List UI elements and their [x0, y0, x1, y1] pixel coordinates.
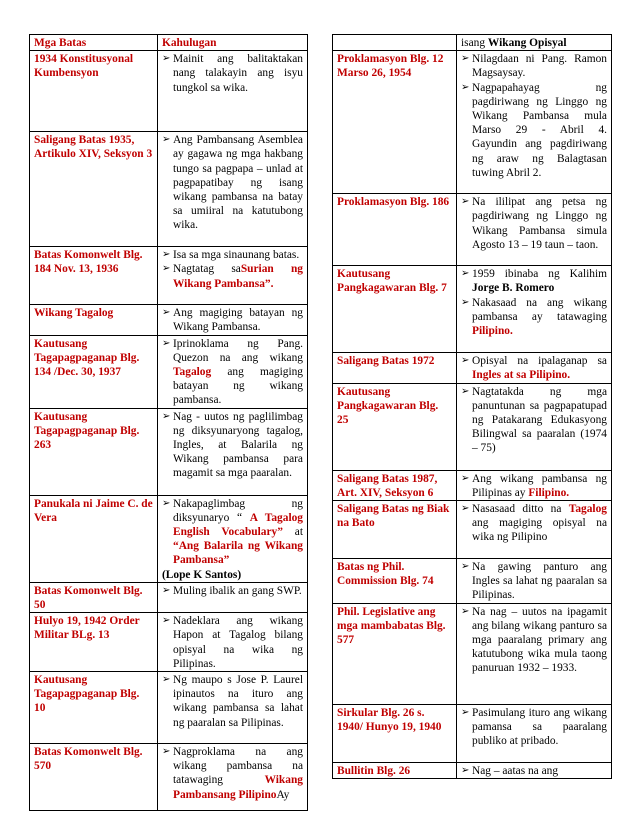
bullet-item: [162, 497, 303, 568]
law-name-cell: [333, 35, 457, 51]
text-run: Na nag – uutos na ipagamit ang bilang wikang panturo sa mga paaralang primary ang katutubong wika mula taong panuruan 1932 – 1933.: [472, 605, 607, 675]
left-law-table: [29, 34, 308, 811]
bullet-item: [162, 410, 303, 481]
bullet-item: [461, 605, 607, 676]
law-name-cell: Proklamasyon Blg. 186: [333, 194, 457, 266]
emphasized-text: Wikang Opisyal: [487, 37, 567, 49]
meaning-cell: [158, 132, 308, 247]
emphasized-text: A Tagalog English Vocabulary”: [173, 511, 303, 539]
table-row: [30, 495, 308, 582]
table-row: [333, 501, 612, 559]
law-name-cell: Sirkular Blg. 26 s. 1940/ Hunyo 19, 1940: [333, 704, 457, 762]
law-name-cell: Phil. Legislative ang mga mambabatas Blg. 577: [333, 603, 457, 704]
table-row: [30, 335, 308, 408]
text-run: Nag – aatas na ang: [472, 764, 559, 777]
meaning-cell: [158, 51, 308, 132]
table-row: [30, 247, 308, 305]
text-line: [162, 568, 303, 582]
table-row: [30, 613, 308, 672]
law-name-cell: Batas Komonwelt Blg. 570: [30, 744, 158, 811]
emphasized-text: Pilipino.: [472, 325, 513, 338]
text-run: ang magiging batayan ng wikang pambansa.: [173, 366, 303, 407]
text-run: Ang Pambansang Asemblea ay gagawa ng mga hakbang tungo sa pagpapa – unlad at pagpapatibay ng isang wikang pambansa na batay sa umiiral na katutubong wika.: [173, 134, 303, 232]
emphasized-text: (Lope K Santos): [162, 568, 242, 581]
header-term: Mga Batas: [30, 35, 158, 51]
meaning-cell: [158, 408, 308, 495]
law-name-cell: Wikang Tagalog: [30, 305, 158, 335]
text-run: Na gawing panturo ang Ingles sa lahat ng paaralan sa Pilipinas.: [472, 561, 607, 602]
meaning-cell: [457, 704, 612, 762]
bullet-item: [461, 195, 607, 252]
law-name-cell: Saligang Batas 1987, Art. XIV, Seksyon 6: [333, 470, 457, 500]
meaning-cell: [457, 559, 612, 604]
emphasized-text: Surian ng Wikang Pambansa”.: [173, 263, 303, 290]
table-row: [30, 51, 308, 132]
emphasized-text: Wikang Pambansang Pilipino: [173, 774, 303, 801]
law-name-cell: Kautusang Pangkagawaran Blg. 25: [333, 383, 457, 470]
header-meaning: Kahulugan: [158, 35, 308, 51]
table-header-row: [30, 35, 308, 51]
bullet-item: [162, 584, 303, 598]
meaning-cell: [457, 603, 612, 704]
emphasized-text: Tagalog: [568, 503, 607, 516]
text-run: Nakasaad na ang wikang pambansa ay tatawaging: [472, 296, 607, 323]
text-run: Nagtatag sa: [173, 263, 241, 276]
text-run: Iprinoklama ng Pang. Quezon na ang wikang: [173, 337, 303, 364]
bullet-item: [461, 764, 607, 778]
law-name-cell: Saligang Batas ng Biak na Bato: [333, 501, 457, 559]
law-name-cell: Hulyo 19, 1942 Order Militar BLg. 13: [30, 613, 158, 672]
text-run: Nakapaglimbag ng diksyunaryo “: [173, 497, 303, 524]
meaning-cell: [158, 305, 308, 335]
meaning-cell: [158, 744, 308, 811]
text-run: Nasasaad ditto na: [472, 503, 569, 516]
text-run: ang magiging opisyal na wika ng Pilipino: [472, 517, 607, 544]
table-row: [333, 470, 612, 500]
meaning-cell: [457, 353, 612, 383]
text-run: Mainit ang balitaktakan nang talakayin ang isyu tungkol sa wika.: [173, 53, 303, 94]
law-name-cell: Saligang Batas 1972: [333, 353, 457, 383]
law-name-cell: Saligang Batas 1935, Artikulo XIV, Seksyon 3: [30, 132, 158, 247]
table-row: [30, 305, 308, 335]
law-name-cell: Kautusang Tagapagpaganap Blg. 134 /Dec. 30, 1937: [30, 335, 158, 408]
table-row: [30, 408, 308, 495]
bullet-item: [162, 262, 303, 290]
text-run: Nagproklama na ang wikang pambansa na tatawaging: [173, 746, 303, 787]
meaning-cell: [158, 613, 308, 672]
right-law-table: [332, 34, 612, 779]
bullet-item: [162, 133, 303, 232]
law-name-cell: Batas ng Phil. Commission Blg. 74: [333, 559, 457, 604]
bullet-item: [461, 296, 607, 339]
meaning-cell: [457, 266, 612, 353]
law-name-cell: Batas Komonwelt Blg. 50: [30, 582, 158, 612]
meaning-cell: [158, 672, 308, 744]
law-name-cell: 1934 Konstitusyonal Kumbensyon: [30, 51, 158, 132]
table-row: [30, 582, 308, 612]
meaning-cell: [158, 335, 308, 408]
emphasized-text: “Ang Balarila ng Wikang Pambansa”: [173, 540, 303, 567]
table-row: [30, 132, 308, 247]
meaning-cell: [158, 495, 308, 582]
table-row: [333, 353, 612, 383]
bullet-item: [162, 745, 303, 802]
text-line: [461, 36, 607, 50]
table-row: [333, 559, 612, 604]
bullet-item: [461, 267, 607, 295]
meaning-cell: [158, 582, 308, 612]
bullet-item: [461, 81, 607, 180]
table-row: [333, 762, 612, 778]
law-name-cell: Kautusang Tagapagpaganap Blg. 10: [30, 672, 158, 744]
meaning-cell: [457, 470, 612, 500]
bullet-item: [162, 52, 303, 95]
text-run: Nilagdaan ni Pang. Ramon Magsaysay.: [472, 53, 607, 80]
meaning-cell: [457, 762, 612, 778]
table-row: [30, 744, 308, 811]
law-name-cell: Proklamasyon Blg. 12 Marso 26, 1954: [333, 51, 457, 194]
text-run: isang: [461, 37, 488, 49]
text-run: Nadeklara ang wikang Hapon at Tagalog bilang opisyal na wika ng Pilipinas.: [173, 615, 303, 670]
emphasized-text: Filipino.: [528, 486, 570, 499]
table-row: [333, 603, 612, 704]
text-run: Ng maupo s Jose P. Laurel ipinautos na ituro ang wikang pambansa sa lahat ng paaralan sa Pilipinas.: [173, 674, 303, 729]
table-row: [333, 51, 612, 194]
text-run: Nagtatakda ng mga panuntunan sa pagpapatupad ng Patakarang Edukasyong Bilingwal sa paaralan (1974 – 75): [472, 385, 607, 455]
text-run: Muling ibalik an gang SWP.: [173, 584, 302, 597]
meaning-cell: [158, 247, 308, 305]
meaning-cell: [457, 194, 612, 266]
text-run: Pasimulang ituro ang wikang pamansa sa paaralang publiko at pribado.: [472, 706, 607, 748]
law-name-cell: Kautusang Pangkagawaran Blg. 7: [333, 266, 457, 353]
meaning-cell: [457, 501, 612, 559]
bullet-item: [461, 385, 607, 456]
text-run: Ang wikang pambansa ng Pilipinas ay: [472, 472, 607, 499]
text-run: Isa sa mga sinaunang batas.: [173, 249, 300, 262]
table-row: [333, 266, 612, 353]
text-run: Na ililipat ang petsa ng pagdiriwang ng Linggo ng Wikang Pambansa simula Agosto 13 – 19 taun – taon.: [472, 196, 607, 251]
text-run: at: [282, 526, 303, 539]
bullet-item: [162, 306, 303, 334]
left-table-body: [30, 35, 308, 811]
text-run: Ang magiging batayan ng Wikang Pambansa.: [173, 307, 303, 334]
bullet-item: [461, 472, 607, 500]
table-row: [333, 704, 612, 762]
bullet-item: [461, 354, 607, 382]
meaning-cell: [457, 383, 612, 470]
text-run: Ay: [276, 788, 290, 801]
bullet-item: [461, 502, 607, 545]
bullet-item: [162, 614, 303, 671]
right-table-body: [333, 35, 612, 779]
table-row: [333, 383, 612, 470]
emphasized-text: Tagalog: [173, 366, 212, 379]
text-run: Opisyal na ipalaganap sa: [472, 355, 607, 368]
text-run: Nagpapahayag ng pagdiriwang ng Linggo ng Wikang Pambansa mula Marso 29 - Abril 4. Gayundin ang pagdiriwang ng araw ng Balagtasan tuwing Abril 2.: [472, 81, 607, 179]
emphasized-text: Jorge B. Romero: [472, 282, 555, 295]
emphasized-text: Ingles at sa Pilipino.: [472, 369, 571, 382]
meaning-cell: [457, 35, 612, 51]
bullet-item: [461, 706, 607, 749]
bullet-item: [162, 673, 303, 730]
bullet-item: [162, 337, 303, 408]
law-name-cell: Batas Komonwelt Blg. 184 Nov. 13, 1936: [30, 247, 158, 305]
bullet-item: [461, 560, 607, 603]
meaning-cell: [457, 51, 612, 194]
table-row: [30, 672, 308, 744]
text-run: Nag - uutos ng paglilimbag ng diksyunaryong tagalog, Ingles, at Balarila ng Wikang pambansa para magamit sa mga paaralan.: [173, 410, 303, 480]
bullet-item: [162, 248, 303, 262]
law-name-cell: Kautusang Tagapagpaganap Blg. 263: [30, 408, 158, 495]
bullet-item: [461, 52, 607, 80]
law-name-cell: Bullitin Blg. 26: [333, 762, 457, 778]
law-name-cell: Panukala ni Jaime C. de Vera: [30, 495, 158, 582]
table-row: [333, 35, 612, 51]
text-run: 1959 ibinaba ng Kalihim: [472, 268, 607, 281]
table-row: [333, 194, 612, 266]
